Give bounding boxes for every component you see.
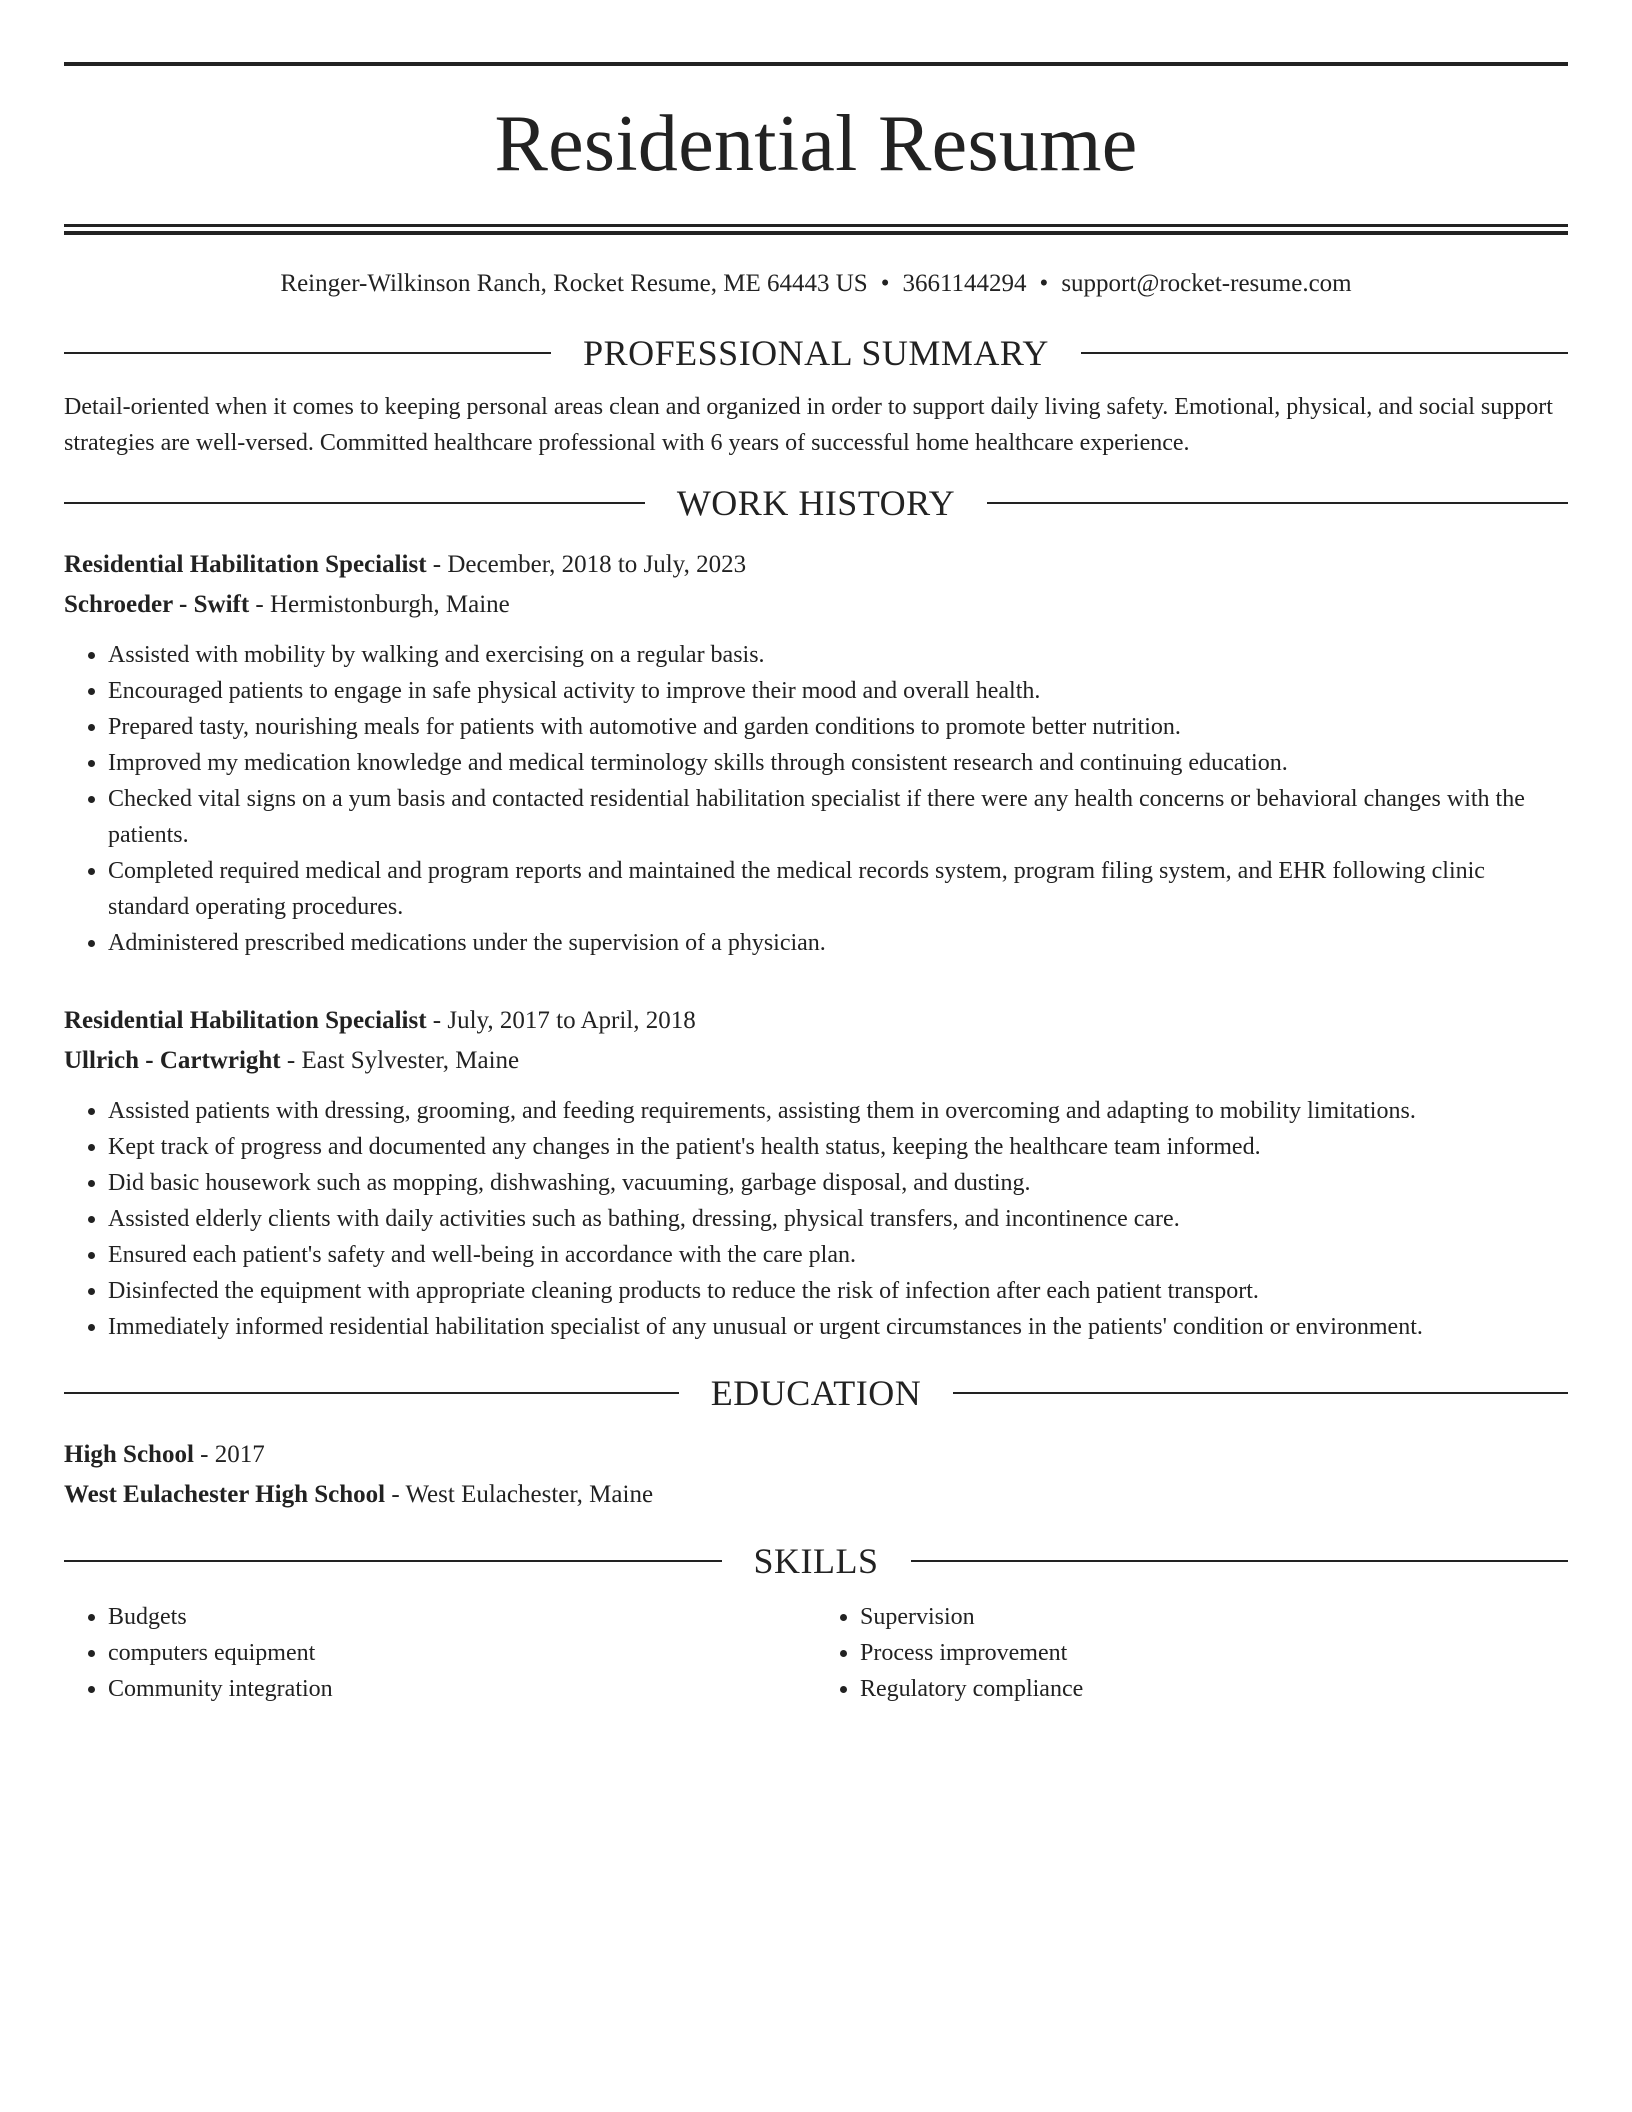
list-item: • Did basic housework such as mopping, dishwashing, vacuuming, garbage disposal, and dusting. bbox=[108, 1165, 1568, 1201]
list-item: • Immediately informed residential habilitation specialist of any unusual or urgent circumstances in the patients' condition or environment. bbox=[108, 1309, 1568, 1345]
section-header-summary bbox=[64, 333, 1568, 373]
section-header-skills bbox=[64, 1541, 1568, 1581]
education-year: - 2017 bbox=[193, 1441, 265, 1468]
divider-line bbox=[953, 1392, 1568, 1394]
job-dates: - December, 2018 to July, 2023 bbox=[426, 551, 747, 578]
list-item: • Assisted elderly clients with daily activities such as bathing, dressing, physical transfers, and incontinence care. bbox=[108, 1201, 1568, 1237]
job-location: - Hermistonburgh, Maine bbox=[249, 591, 510, 618]
contact-separator: • bbox=[1039, 270, 1049, 297]
list-item: • Disinfected the equipment with appropriate cleaning products to reduce the risk of infection after each patient transport. bbox=[108, 1273, 1568, 1309]
section-title-summary: PROFESSIONAL SUMMARY bbox=[583, 333, 1049, 373]
job-bullets bbox=[64, 1093, 1568, 1345]
skill-item: • Budgets bbox=[108, 1599, 816, 1635]
title-double-rule bbox=[64, 224, 1568, 235]
skills-column-right bbox=[816, 1599, 1568, 1707]
divider-line bbox=[64, 352, 551, 354]
job-location: - East Sylvester, Maine bbox=[280, 1047, 520, 1074]
list-item: • Improved my medication knowledge and medical terminology skills through consistent research and continuing education. bbox=[108, 745, 1568, 781]
section-header-education bbox=[64, 1373, 1568, 1413]
contact-line bbox=[64, 269, 1568, 299]
divider-line bbox=[987, 502, 1568, 504]
top-rule bbox=[64, 62, 1568, 66]
job-entry bbox=[64, 1001, 1568, 1345]
contact-email: support@rocket-resume.com bbox=[1061, 270, 1352, 297]
job-company: Schroeder - Swift bbox=[64, 591, 250, 618]
skills-grid bbox=[64, 1599, 1568, 1707]
divider-line bbox=[64, 502, 645, 504]
education-location: - West Eulachester, Maine bbox=[385, 1481, 654, 1508]
section-title-skills: SKILLS bbox=[753, 1541, 879, 1581]
job-title: Residential Habilitation Specialist bbox=[64, 1007, 427, 1034]
job-title-line bbox=[64, 545, 1568, 585]
job-company-line bbox=[64, 1041, 1568, 1081]
section-header-work bbox=[64, 483, 1568, 523]
contact-separator: • bbox=[880, 270, 890, 297]
job-entry bbox=[64, 545, 1568, 961]
job-company: Ullrich - Cartwright bbox=[64, 1047, 281, 1074]
list-item: • Prepared tasty, nourishing meals for patients with automotive and garden conditions to promote better nutrition. bbox=[108, 709, 1568, 745]
divider-line bbox=[64, 1560, 722, 1562]
list-item: • Kept track of progress and documented any changes in the patient's health status, keeping the healthcare team informed. bbox=[108, 1129, 1568, 1165]
section-title-education: EDUCATION bbox=[710, 1373, 922, 1413]
divider-line bbox=[911, 1560, 1569, 1562]
education-school: West Eulachester High School bbox=[64, 1481, 386, 1508]
resume-title: Residential Resume bbox=[494, 100, 1138, 188]
education-school-line bbox=[64, 1475, 1568, 1515]
list-item: • Assisted patients with dressing, grooming, and feeding requirements, assisting them in overcoming and adapting to mobility limitations. bbox=[108, 1093, 1568, 1129]
list-item: • Encouraged patients to engage in safe physical activity to improve their mood and overall health. bbox=[108, 673, 1568, 709]
list-item: • Completed required medical and program reports and maintained the medical records system, program filing system, and EHR following clinic standard operating procedures. bbox=[108, 853, 1568, 925]
divider-line bbox=[64, 1392, 679, 1394]
list-item: • Assisted with mobility by walking and exercising on a regular basis. bbox=[108, 637, 1568, 673]
list-item: • Administered prescribed medications under the supervision of a physician. bbox=[108, 925, 1568, 961]
skill-item: • computers equipment bbox=[108, 1635, 816, 1671]
education-degree: High School bbox=[64, 1441, 194, 1468]
job-bullets bbox=[64, 637, 1568, 961]
list-item: • Checked vital signs on a yum basis and contacted residential habilitation specialist if there were any health concerns or behavioral changes with the patients. bbox=[108, 781, 1568, 853]
job-company-line bbox=[64, 585, 1568, 625]
skill-item: • Process improvement bbox=[860, 1635, 1568, 1671]
contact-phone: 3661144294 bbox=[902, 270, 1027, 297]
job-dates: - July, 2017 to April, 2018 bbox=[426, 1007, 696, 1034]
skill-item: • Community integration bbox=[108, 1671, 816, 1707]
contact-address: Reinger-Wilkinson Ranch, Rocket Resume, ME 64443 US bbox=[280, 270, 868, 297]
skill-item: • Regulatory compliance bbox=[860, 1671, 1568, 1707]
job-title-line bbox=[64, 1001, 1568, 1041]
education-entry bbox=[64, 1435, 1568, 1515]
skills-column-left bbox=[64, 1599, 816, 1707]
list-item: • Ensured each patient's safety and well-being in accordance with the care plan. bbox=[108, 1237, 1568, 1273]
skill-item: • Supervision bbox=[860, 1599, 1568, 1635]
job-title: Residential Habilitation Specialist bbox=[64, 551, 427, 578]
summary-text: Detail-oriented when it comes to keeping personal areas clean and organized in order to support daily living safety. Emotional, physical, and social support strategies are well-versed. Committed healthcare professional with 6 years of successful home healthcare experience. bbox=[64, 394, 1553, 456]
section-title-work: WORK HISTORY bbox=[676, 483, 956, 523]
education-degree-line bbox=[64, 1435, 1568, 1475]
divider-line bbox=[1081, 352, 1568, 354]
